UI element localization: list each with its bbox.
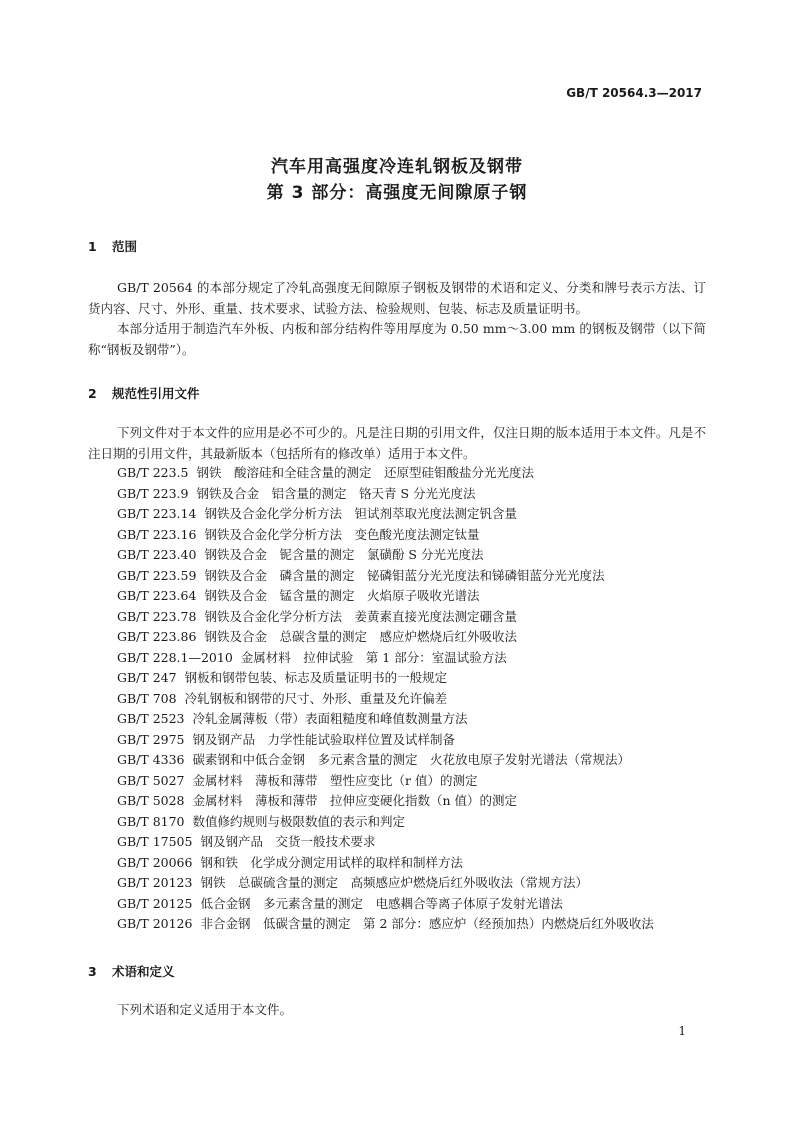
scope-paragraph-2: 本部分适用于制造汽车外板、内板和部分结构件等用厚度为 0.50 mm～3.00 mm 的钢板及钢带（以下简称“钢板及钢带”）。 <box>88 321 706 357</box>
reference-title: 冷轧钢板和钢带的尺寸、外形、重量及允许偏差 <box>184 690 448 706</box>
reference-code: GB/T 708 <box>117 690 177 706</box>
reference-title: 钢铁及合金 磷含量的测定 铋磷钼蓝分光光度法和锑磷钼蓝分光光度法 <box>204 567 605 583</box>
reference-code: GB/T 20125 <box>117 895 193 911</box>
reference-item <box>117 832 654 853</box>
section-title: 规范性引用文件 <box>112 386 200 401</box>
reference-item <box>117 750 654 771</box>
reference-title: 钢铁 酸溶硅和全硅含量的测定 还原型硅钼酸盐分光光度法 <box>196 465 534 480</box>
reference-title: 钢铁及合金 锰含量的测定 火焰原子吸收光谱法 <box>204 588 480 603</box>
reference-item <box>117 484 654 505</box>
reference-title: 数值修约规则与极限数值的表示和判定 <box>192 813 406 829</box>
reference-title: 金属材料 薄板和薄带 塑性应变比（r 值）的测定 <box>192 772 478 788</box>
reference-item <box>117 607 654 628</box>
document-title: 汽车用高强度冷连轧钢板及钢带 <box>271 157 523 177</box>
reference-item <box>117 873 654 894</box>
reference-item <box>117 894 654 915</box>
reference-item <box>117 627 654 648</box>
scope-paragraph-1: GB/T 20564 的本部分规定了冷轧高强度无间隙原子钢板及钢带的术语和定义、分类和牌号表示方法、订货内容、尺寸、外形、重量、技术要求、试验方法、检验规则、包装、标志及质量证明书。 <box>88 280 706 316</box>
reference-code: GB/T 223.9 <box>117 485 189 501</box>
reference-item <box>117 504 654 525</box>
reference-code: GB/T 20066 <box>117 854 193 870</box>
reference-title: 冷轧金属薄板（带）表面粗糙度和峰值数测量方法 <box>192 711 468 726</box>
reference-code: GB/T 2975 <box>117 731 185 747</box>
reference-code: GB/T 5027 <box>117 772 185 788</box>
terms-intro: 下列术语和定义适用于本文件。 <box>117 1002 293 1017</box>
reference-item <box>117 648 654 669</box>
reference-code: GB/T 228.1—2010 <box>117 649 233 665</box>
reference-code: GB/T 17505 <box>117 834 193 849</box>
reference-title: 低合金钢 多元素含量的测定 电感耦合等离子体原子发射光谱法 <box>200 895 563 911</box>
document-subtitle: 第 3 部分：高强度无间隙原子钢 <box>266 183 528 203</box>
reference-title: 钢铁及合金 铝含量的测定 铬天青 S 分光光度法 <box>196 485 476 501</box>
reference-item <box>117 914 654 935</box>
reference-code: GB/T 4336 <box>117 752 185 767</box>
reference-code: GB/T 5028 <box>117 793 185 808</box>
page-number: 1 <box>678 1024 686 1038</box>
reference-item <box>117 463 654 484</box>
reference-title: 钢铁及合金化学分析方法 变色酸光度法测定钛量 <box>204 526 480 542</box>
reference-title: 钢和铁 化学成分测定用试样的取样和制样方法 <box>200 854 463 870</box>
section-1-heading <box>88 237 137 255</box>
reference-title: 钢铁及合金 总碳含量的测定 感应炉燃烧后红外吸收法 <box>204 629 517 644</box>
reference-code: GB/T 223.59 <box>117 567 197 583</box>
reference-code: GB/T 20123 <box>117 875 193 890</box>
section-title: 术语和定义 <box>112 964 175 979</box>
section-2-heading <box>88 384 200 402</box>
reference-item <box>117 853 654 874</box>
reference-title: 钢铁及合金化学分析方法 钽试剂萃取光度法测定钒含量 <box>204 506 517 521</box>
reference-code: GB/T 223.64 <box>117 588 197 603</box>
reference-code: GB/T 8170 <box>117 813 185 829</box>
reference-title: 金属材料 薄板和薄带 拉伸应变硬化指数（n 值）的测定 <box>192 793 518 808</box>
reference-item <box>117 689 654 710</box>
reference-code: GB/T 247 <box>117 670 177 685</box>
reference-item <box>117 771 654 792</box>
normative-reference-list <box>117 463 654 935</box>
reference-item <box>117 730 654 751</box>
reference-title: 碳素钢和中低合金钢 多元素含量的测定 火花放电原子发射光谱法（常规法） <box>192 752 631 767</box>
reference-code: GB/T 223.5 <box>117 465 189 480</box>
reference-item <box>117 566 654 587</box>
reference-title: 钢及钢产品 力学性能试验取样位置及试样制备 <box>192 731 456 747</box>
reference-item <box>117 586 654 607</box>
reference-item <box>117 668 654 689</box>
reference-title: 钢铁 总碳硫含量的测定 高频感应炉燃烧后红外吸收法（常规方法） <box>200 875 588 890</box>
reference-title: 钢铁及合金 铌含量的测定 氯磺酚 S 分光光度法 <box>204 547 484 562</box>
reference-item <box>117 709 654 730</box>
reference-code: GB/T 223.86 <box>117 629 197 644</box>
reference-item <box>117 791 654 812</box>
reference-title: 金属材料 拉伸试验 第 1 部分：室温试验方法 <box>240 649 507 665</box>
reference-title: 钢铁及合金化学分析方法 姜黄素直接光度法测定硼含量 <box>204 608 517 624</box>
section-number: 2 <box>88 386 97 401</box>
reference-code: GB/T 223.16 <box>117 526 197 542</box>
reference-title: 钢及钢产品 交货一般技术要求 <box>200 834 376 849</box>
reference-code: GB/T 223.78 <box>117 608 197 624</box>
section-3-heading <box>88 962 175 980</box>
reference-item <box>117 525 654 546</box>
reference-code: GB/T 20126 <box>117 916 193 931</box>
standard-number: GB/T 20564.3—2017 <box>566 86 702 100</box>
reference-title: 钢板和钢带包装、标志及质量证明书的一般规定 <box>184 670 448 685</box>
reference-code: GB/T 223.40 <box>117 547 197 562</box>
reference-title: 非合金钢 低碳含量的测定 第 2 部分：感应炉（经预加热）内燃烧后红外吸收法 <box>200 916 654 931</box>
section-title: 范围 <box>112 239 138 254</box>
section-number: 1 <box>88 239 97 254</box>
section-number: 3 <box>88 964 97 979</box>
references-intro: 下列文件对于本文件的应用是必不可少的。凡是注日期的引用文件，仅注日期的版本适用于本文件。凡是不注日期的引用文件，其最新版本（包括所有的修改单）适用于本文件。 <box>88 425 706 461</box>
reference-code: GB/T 2523 <box>117 711 185 726</box>
reference-item <box>117 545 654 566</box>
reference-code: GB/T 223.14 <box>117 506 197 521</box>
reference-item <box>117 812 654 833</box>
